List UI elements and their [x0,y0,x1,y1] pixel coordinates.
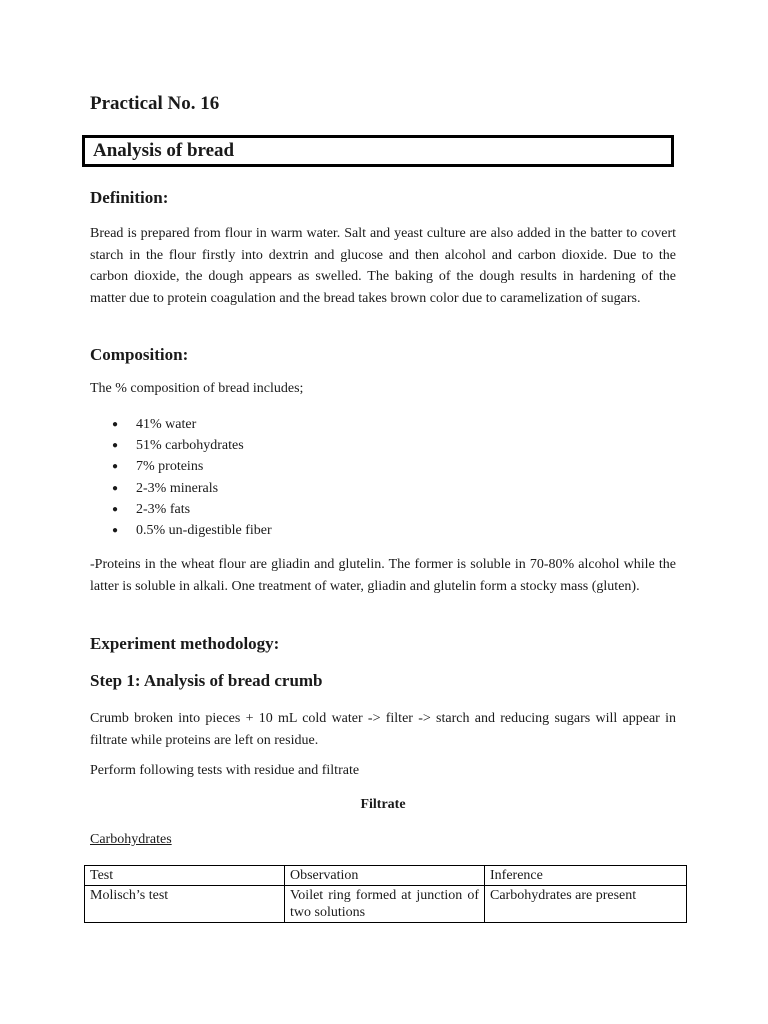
step1-heading: Step 1: Analysis of bread crumb [90,671,323,690]
carbohydrates-label: Carbohydrates [90,832,172,847]
methodology-heading: Experiment methodology: [90,634,280,653]
list-item: ● 0.5% un-digestible fiber [112,520,272,541]
list-item: ● 2-3% minerals [112,478,272,499]
table-cell: Molisch’s test [85,886,285,923]
composition-list [112,414,272,541]
table-header-cell: Inference [485,866,687,886]
practical-title: Practical No. 16 [90,93,220,114]
table-header-cell: Observation [285,866,485,886]
step1-paragraph: Crumb broken into pieces + 10 mL cold water -> filter -> starch and reducing sugars will appear in filtrate while proteins are left on residue. [90,711,676,748]
composition-intro: The % composition of bread includes; [90,381,304,396]
table-row [85,886,687,923]
protein-note-paragraph: -Proteins in the wheat flour are gliadin and glutelin. The former is soluble in 70-80% alcohol while the latter is soluble in alkali. One treatment of water, gliadin and glutelin form a stocky mass (gluten). [90,557,676,594]
definition-heading: Definition: [90,188,169,207]
table-header-row [85,866,687,886]
list-item: ● 51% carbohydrates [112,435,272,456]
section-title-box: Analysis of bread [82,135,674,167]
definition-paragraph: Bread is prepared from flour in warm water. Salt and yeast culture are also added in the batter to covert starch in the flour firstly into dextrin and glucose and then alcohol and carbon dioxide. Due to the carbon dioxide, the dough appears as swelled. The baking of the dough results in hardening of the matter due to protein coagulation and the bread takes brown color due to caramelization of sugars. [90,226,676,306]
tests-table [84,865,687,923]
list-item: ● 2-3% fats [112,499,272,520]
list-item: ● 41% water [112,414,272,435]
table-cell: Voilet ring formed at junction of two solutions [285,886,485,923]
list-item: ● 7% proteins [112,456,272,477]
perform-tests-text: Perform following tests with residue and filtrate [90,763,360,778]
composition-heading: Composition: [90,345,189,364]
table-header-cell: Test [85,866,285,886]
filtrate-label: Filtrate [360,797,406,812]
table-cell: Carbohydrates are present [485,886,687,923]
